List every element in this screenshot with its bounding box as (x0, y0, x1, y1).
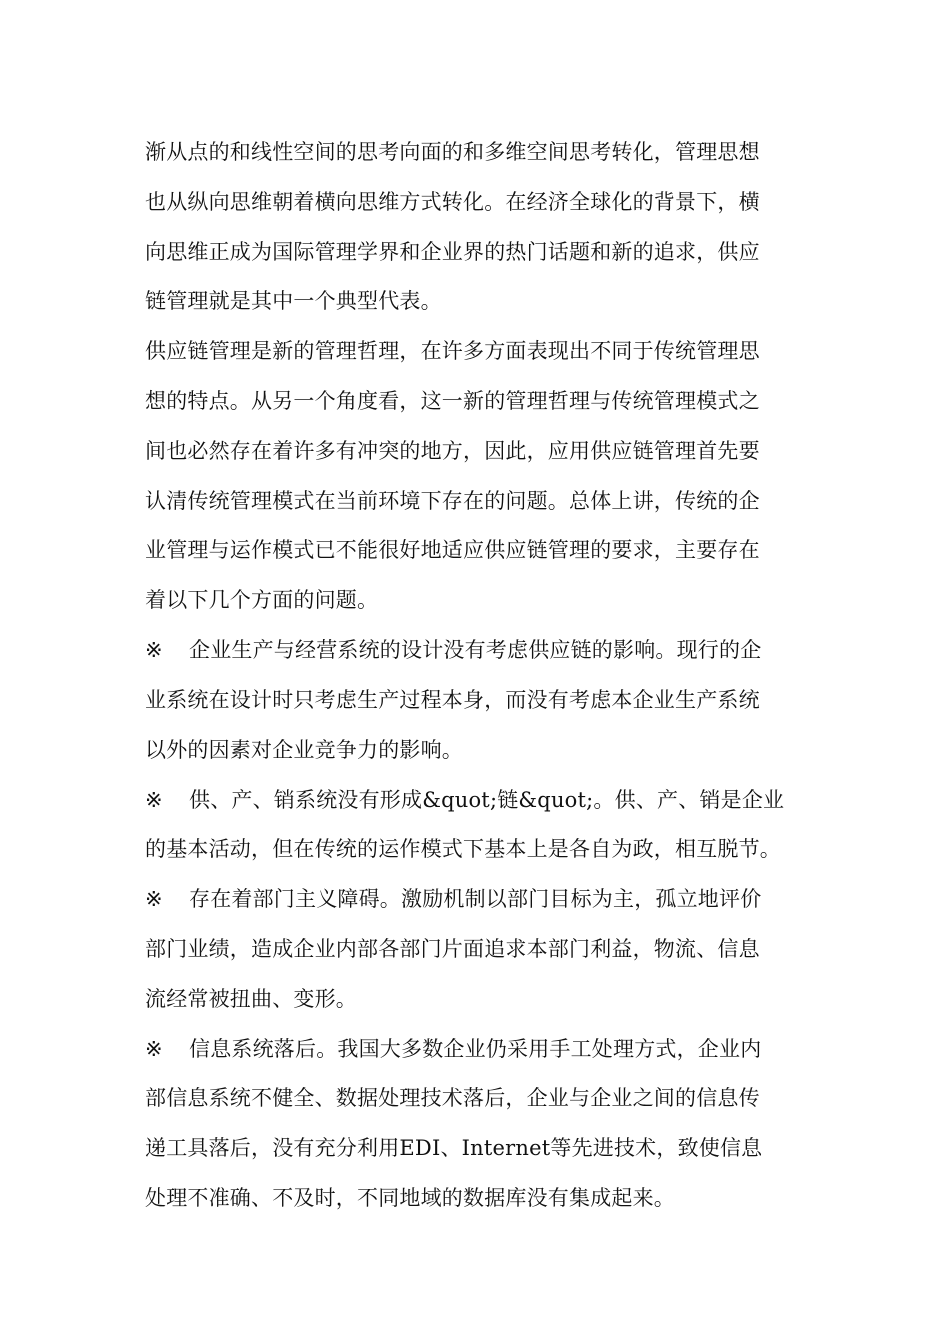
bullet-text: 存在着部门主义障碍。激励机制以部门目标为主，孤立地评价 (189, 887, 762, 911)
reference-mark-icon: ※ (145, 887, 163, 911)
paragraph-line: 想的特点。从另一个角度看，这一新的管理哲理与传统管理模式之 (145, 389, 760, 413)
paragraph-line: 部信息系统不健全、数据处理技术落后，企业与企业之间的信息传 (145, 1086, 760, 1110)
paragraph-line: 认清传统管理模式在当前环境下存在的问题。总体上讲，传统的企 (145, 489, 760, 513)
reference-mark-icon: ※ (145, 1037, 163, 1061)
paragraph-line: 业系统在设计时只考虑生产过程本身，而没有考虑本企业生产系统 (145, 688, 760, 712)
paragraph-line: 供应链管理是新的管理哲理，在许多方面表现出不同于传统管理思 (145, 339, 760, 363)
bullet-text: 信息系统落后。我国大多数企业仍采用手工处理方式，企业内 (189, 1037, 762, 1061)
paragraph-line: 的基本活动，但在传统的运作模式下基本上是各自为政，相互脱节。 (145, 837, 781, 861)
paragraph-line: 也从纵向思维朝着横向思维方式转化。在经济全球化的背景下，横 (145, 190, 760, 214)
paragraph-line: 处理不准确、不及时，不同地域的数据库没有集成起来。 (145, 1186, 675, 1210)
paragraph-line: 递工具落后，没有充分利用EDI、Internet等先进技术，致使信息 (145, 1136, 763, 1160)
paragraph-line: 着以下几个方面的问题。 (145, 588, 379, 612)
paragraph-line: 向思维正成为国际管理学界和企业界的热门话题和新的追求，供应 (145, 240, 760, 264)
reference-mark-icon: ※ (145, 788, 163, 812)
paragraph-line: 流经常被扭曲、变形。 (145, 987, 357, 1011)
paragraph-line: 业管理与运作模式已不能很好地适应供应链管理的要求，主要存在 (145, 538, 760, 562)
paragraph-line: 渐从点的和线性空间的思考向面的和多维空间思考转化，管理思想 (145, 140, 760, 164)
reference-mark-icon: ※ (145, 638, 163, 662)
paragraph-line: 间也必然存在着许多有冲突的地方，因此，应用供应链管理首先要 (145, 439, 760, 463)
bullet-line (145, 1034, 825, 1064)
bullet-line (145, 785, 825, 815)
paragraph-line: 部门业绩，造成企业内部各部门片面追求本部门利益，物流、信息 (145, 937, 760, 961)
bullet-text: 企业生产与经营系统的设计没有考虑供应链的影响。现行的企 (189, 638, 762, 662)
bullet-text: 供、产、销系统没有形成&quot;链&quot;。供、产、销是企业 (189, 788, 785, 812)
bullet-line (145, 635, 825, 665)
bullet-line (145, 884, 825, 914)
paragraph-line: 以外的因素对企业竞争力的影响。 (145, 738, 463, 762)
paragraph-line: 链管理就是其中一个典型代表。 (145, 289, 442, 313)
